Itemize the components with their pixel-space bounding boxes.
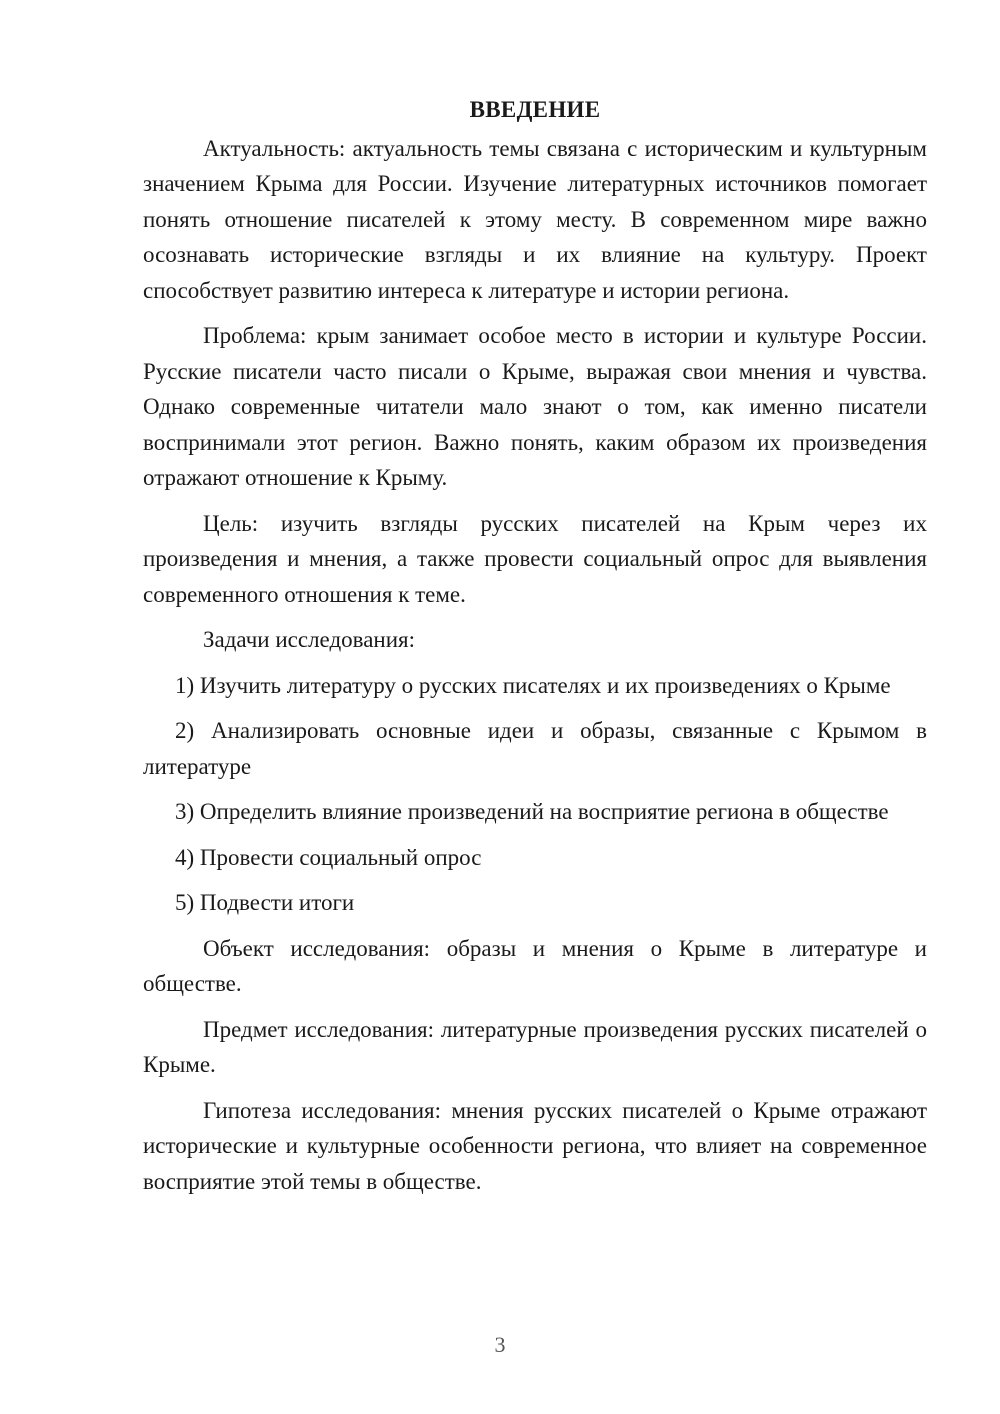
task-item-3: 3) Определить влияние произведений на восприятие региона в обществе (175, 799, 889, 824)
task-item-4: 4) Провести социальный опрос (175, 844, 482, 870)
task-item-1: 1) Изучить литературу о русских писателях и их произведениях о Крыме (175, 672, 891, 698)
task-item-2: 2) Анализировать основные идеи и образы, связанные с Крымом в литературе (143, 718, 927, 779)
paragraph-goal: Цель: изучить взгляды русских писателей на Крым через их произведения и мнения, а также провести социальный опрос для выявления современного отношения к теме. (143, 510, 927, 607)
page-title: ВВЕДЕНИЕ (469, 97, 601, 122)
document-page (143, 92, 927, 1209)
tasks-heading: Задачи исследования: (203, 627, 416, 652)
paragraph-hypothesis: Гипотеза исследования: мнения русских писателей о Крыме отражают исторические и культурные особенности региона, что влияет на современное восприятие этой темы в обществе. (143, 1097, 927, 1194)
task-item-5: 5) Подвести итоги (175, 890, 355, 915)
paragraph-problem: Проблема: крым занимает особое место в истории и культуре России. Русские писатели часто писали о Крыме, выражая свои мнения и чувства. Однако современные читатели мало знают о том, как именно писатели воспринимали этот регион. Важно понять, каким образом их произведения отражают отношение к Крыму. (143, 323, 927, 490)
paragraph-relevance: Актуальность: актуальность темы связана с историческим и культурным значением Крыма для России. Изучение литературных источников помогает понять отношение писателей к этому месту. В современном мире важно осознавать исторические взгляды и их влияние на культуру. Проект способствует развитию интереса к литературе и истории региона. (143, 135, 927, 303)
tasks-list (143, 668, 927, 921)
paragraph-subject: Предмет исследования: литературные произведения русских писателей о Крыме. (143, 1016, 927, 1077)
page-number: 3 (494, 1332, 506, 1357)
paragraph-object: Объект исследования: образы и мнения о Крыме в литературе и обществе. (143, 935, 927, 996)
